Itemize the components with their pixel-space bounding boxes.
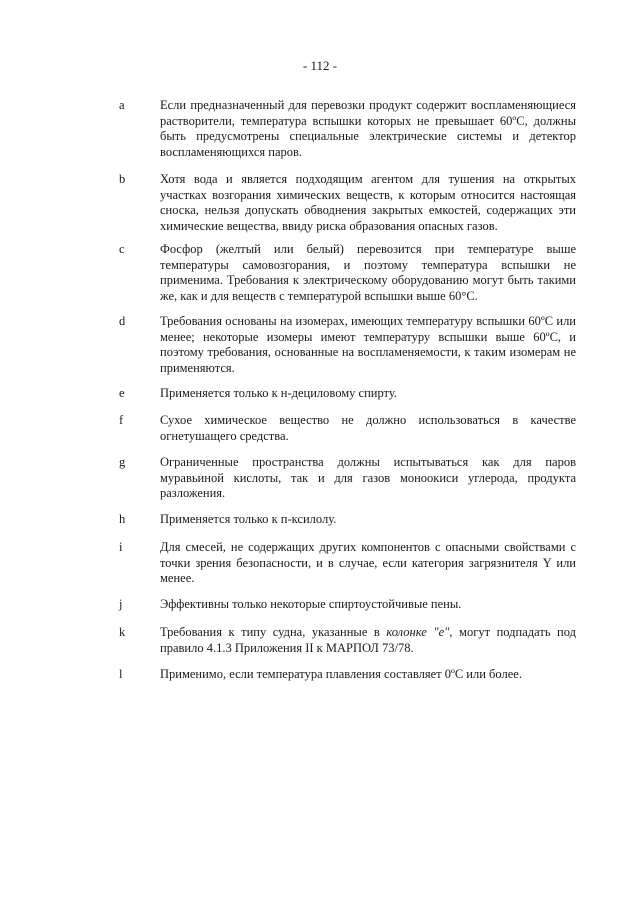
footnote-letter: d xyxy=(119,314,126,328)
footnote-text-after: , могут подпадать под правило 4.1.3 Приложения II к МАРПОЛ 73/78. xyxy=(160,625,576,655)
footnote-text: Если предназначенный для перевозки продукт содержит воспламеняющиеся растворители, температура вспышки которых не превышает 60ºC, должны быть предусмотрены специальные электрические системы и детектор воспламеняющихся паров. xyxy=(160,98,576,159)
footnote-text: Сухое химическое вещество не должно использоваться в качестве огнетушащего средства. xyxy=(160,413,576,443)
footnote-letter: g xyxy=(119,455,126,469)
footnote-letter: j xyxy=(119,597,123,611)
footnote-letter: a xyxy=(119,98,125,112)
page-number: - 112 - xyxy=(302,58,338,73)
footnote-text xyxy=(160,625,576,656)
footnote-letter: l xyxy=(119,667,123,681)
footnote-letter: e xyxy=(119,386,125,400)
footnote-letter: c xyxy=(119,242,125,256)
footnote-text: Применяется только к н-дециловому спирту. xyxy=(160,386,397,400)
footnote-letter: f xyxy=(119,413,124,427)
footnote-text: Ограниченные пространства должны испытываться как для паров муравьиной кислоты, так и для газов моноокиси углерода, продукта разложения. xyxy=(160,455,576,500)
footnote-letter: i xyxy=(119,540,123,554)
footnote-text: Фосфор (желтый или белый) перевозится при температуре выше температуры самовозгорания, и поэтому температура вспышки не применима. Требования к электрическому оборудованию могут быть такими же, как и для веществ с температурой вспышки выше 60°C. xyxy=(160,242,576,303)
footnote-text: Хотя вода и является подходящим агентом для тушения на открытых участках возгорания химических веществ, к которым относится настоящая сноска, нельзя допускать обводнения закрытых емкостей, содержащих эти химические вещества, ввиду риска образования опасных газов. xyxy=(160,172,576,233)
footnote-letter: k xyxy=(119,625,126,639)
footnote-text: Эффективны только некоторые спиртоустойчивые пены. xyxy=(160,597,462,611)
footnote-letter: b xyxy=(119,172,126,186)
footnote-text: Требования основаны на изомерах, имеющих температуру вспышки 60ºC или менее; некоторые изомеры имеют температуру вспышки выше 60ºC, и поэтому требования, основанные на воспламеняемости, к таким изомерам не применяются. xyxy=(160,314,576,375)
footnote-text-italic: колонке "е" xyxy=(386,625,450,639)
footnote-letter: h xyxy=(119,512,126,526)
footnote-text: Применяется только к п-ксилолу. xyxy=(160,512,337,526)
footnote-text: Для смесей, не содержащих других компонентов с опасными свойствами с точки зрения безопасности, и в случае, если категория загрязнителя Y или менее. xyxy=(160,540,576,585)
footnote-text: Применимо, если температура плавления составляет 0ºC или более. xyxy=(160,667,522,681)
footnote-text-before: Требования к типу судна, указанные в xyxy=(160,625,387,639)
